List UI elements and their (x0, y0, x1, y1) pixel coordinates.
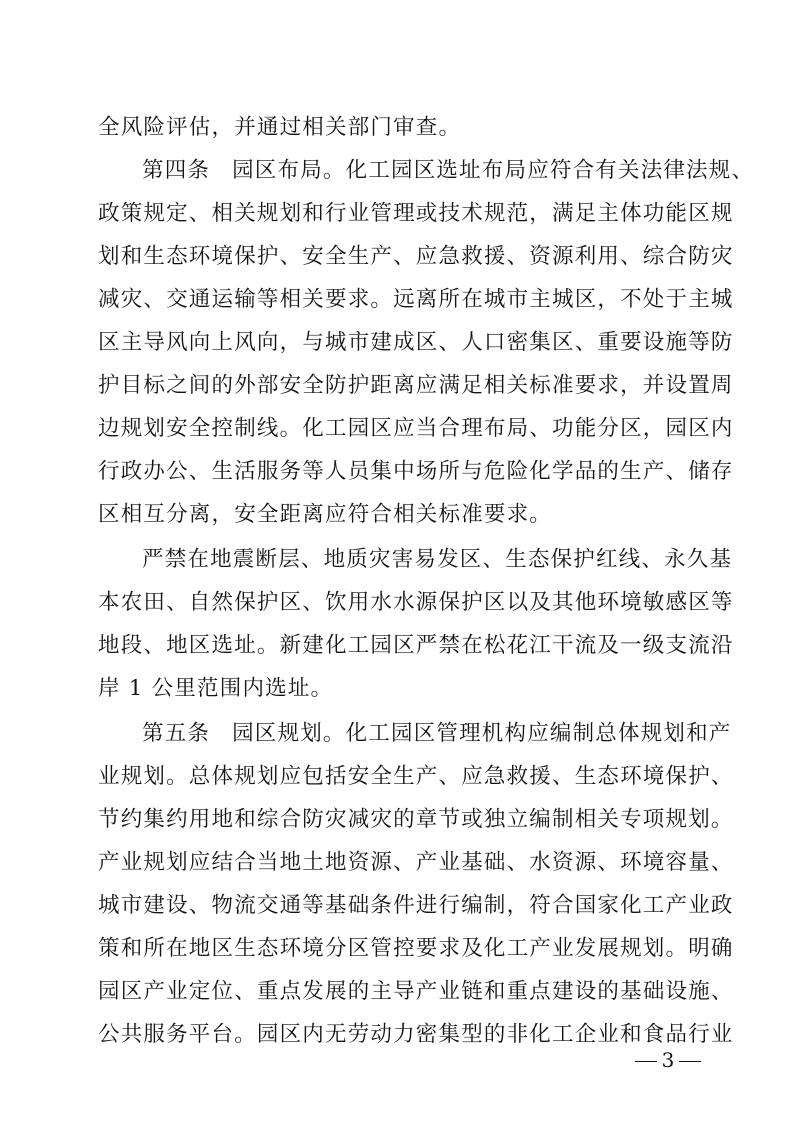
text-line: 减灾、交通运输等相关要求。远离所在城市主城区，不处于主城 (98, 287, 734, 312)
text-line: 边规划安全控制线。化工园区应当合理布局、功能分区，园区内 (98, 416, 734, 441)
text-line: 园区产业定位、重点发展的主导产业链和重点建设的基础设施、 (98, 979, 734, 1004)
text-line: 城市建设、物流交通等基础条件进行编制，符合国家化工产业政 (98, 893, 734, 918)
paragraph-article-4-first-line (142, 156, 755, 186)
text-line: 行政办公、生活服务等人员集中场所与危险化学品的生产、储存 (98, 459, 734, 484)
text-line: 护目标之间的外部安全防护距离应满足相关标准要求，并设置周 (98, 373, 734, 398)
text-line: 政策规定、相关规划和行业管理或技术规范，满足主体功能区规 (98, 201, 734, 226)
text-line: 区相互分离，安全距离应符合相关标准要求。 (98, 502, 553, 527)
page-number (628, 1045, 708, 1075)
text-line: 园区布局。化工园区选址布局应符合有关法律法规、 (232, 158, 755, 183)
text-line: 地段、地区选址。新建化工园区严禁在松花江干流及一级支流沿 (98, 633, 734, 658)
text-line: 产业规划应结合当地土地资源、产业基础、水资源、环境容量、 (98, 850, 734, 875)
text-line: 园区规划。化工园区管理机构应编制总体规划和产 (232, 721, 732, 746)
page-number-value: 3 (661, 1048, 675, 1072)
article-heading: 第五条 (142, 721, 211, 746)
text-line: 节约集约用地和综合防灾减灾的章节或独立编制相关专项规划。 (98, 807, 734, 832)
text-line: 划和生态环境保护、安全生产、应急救援、资源利用、综合防灾 (98, 244, 734, 269)
text-line: 业规划。总体规划应包括安全生产、应急救援、生态环境保护、 (98, 764, 734, 789)
text-line: 全风险评估，并通过相关部门审查。 (98, 115, 462, 140)
article-heading: 第四条 (142, 158, 211, 183)
text-line: 严禁在地震断层、地质灾害易发区、生态保护红线、永久基 (142, 547, 733, 572)
text-line: 本农田、自然保护区、饮用水水源保护区以及其他环境敏感区等 (98, 590, 734, 615)
text-line: 公共服务平台。园区内无劳动力密集型的非化工企业和食品行业 (98, 1022, 734, 1047)
text-line: 策和所在地区生态环境分区管控要求及化工产业发展规划。明确 (98, 936, 734, 961)
text-line: 岸 1 公里范围内选址。 (98, 676, 334, 701)
paragraph-article-5-first-line (142, 719, 732, 749)
text-line: 区主导风向上风向，与城市建成区、人口密集区、重要设施等防 (98, 330, 734, 355)
dash-left (635, 1061, 657, 1062)
dash-right (679, 1061, 701, 1062)
